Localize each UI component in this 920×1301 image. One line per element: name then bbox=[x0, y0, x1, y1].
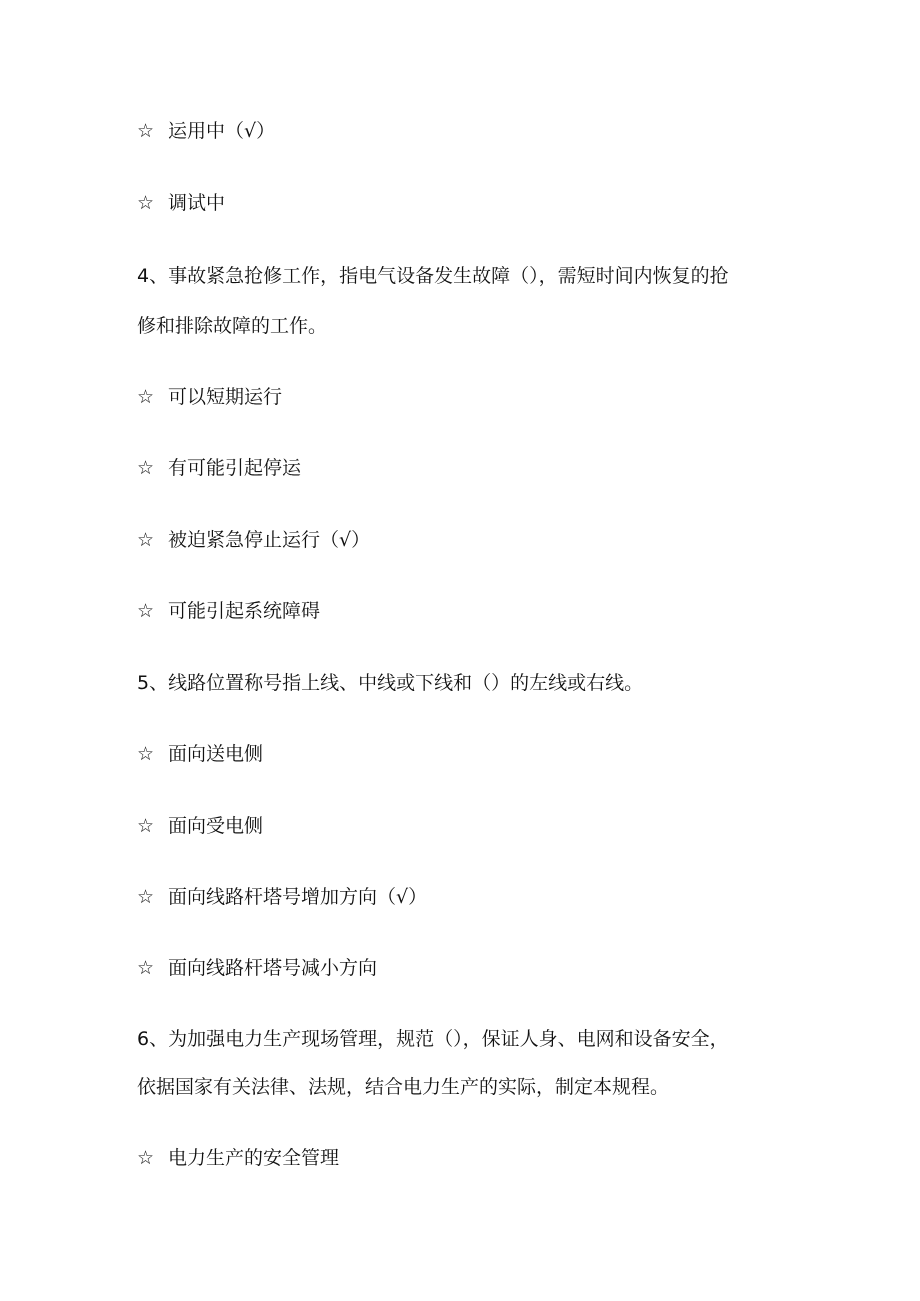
star-icon: ☆ bbox=[137, 1147, 155, 1169]
option-line bbox=[137, 955, 377, 981]
option-line bbox=[137, 455, 301, 481]
option-text: 电力生产的安全管理 bbox=[168, 1147, 340, 1169]
question-line: 4、事故紧急抢修工作，指电气设备发生故障（），需短时间内恢复的抢 bbox=[137, 265, 729, 287]
option-line bbox=[137, 527, 370, 553]
star-icon: ☆ bbox=[137, 120, 155, 142]
option-line bbox=[137, 884, 427, 910]
star-icon: ☆ bbox=[137, 886, 155, 908]
star-icon: ☆ bbox=[137, 192, 155, 214]
star-icon: ☆ bbox=[137, 457, 155, 479]
option-line bbox=[137, 190, 225, 216]
option-text: 运用中（√） bbox=[168, 120, 276, 142]
option-text: 面向线路杆塔号增加方向（√） bbox=[168, 886, 428, 908]
star-icon: ☆ bbox=[137, 815, 155, 837]
option-line bbox=[137, 598, 320, 624]
question-line: 5、线路位置称号指上线、中线或下线和（）的左线或右线。 bbox=[137, 672, 644, 694]
option-text: 可能引起系统障碍 bbox=[168, 600, 321, 622]
option-text: 可以短期运行 bbox=[168, 386, 283, 408]
option-line bbox=[137, 813, 263, 839]
option-line bbox=[137, 118, 275, 144]
question-line: 修和排除故障的工作。 bbox=[137, 315, 328, 337]
option-text: 有可能引起停运 bbox=[168, 457, 302, 479]
option-text: 面向送电侧 bbox=[168, 743, 264, 765]
star-icon: ☆ bbox=[137, 529, 155, 551]
question-line: 6、为加强电力生产现场管理，规范（），保证人身、电网和设备安全， bbox=[137, 1028, 729, 1050]
option-text: 面向线路杆塔号减小方向 bbox=[168, 957, 378, 979]
option-text: 被迫紧急停止运行（√） bbox=[168, 529, 371, 551]
question-line: 依据国家有关法律、法规，结合电力生产的实际，制定本规程。 bbox=[137, 1076, 670, 1098]
option-line bbox=[137, 1145, 339, 1171]
star-icon: ☆ bbox=[137, 386, 155, 408]
option-text: 面向受电侧 bbox=[168, 815, 264, 837]
option-line bbox=[137, 384, 282, 410]
star-icon: ☆ bbox=[137, 600, 155, 622]
option-text: 调试中 bbox=[168, 192, 226, 214]
star-icon: ☆ bbox=[137, 743, 155, 765]
star-icon: ☆ bbox=[137, 957, 155, 979]
option-line bbox=[137, 741, 263, 767]
